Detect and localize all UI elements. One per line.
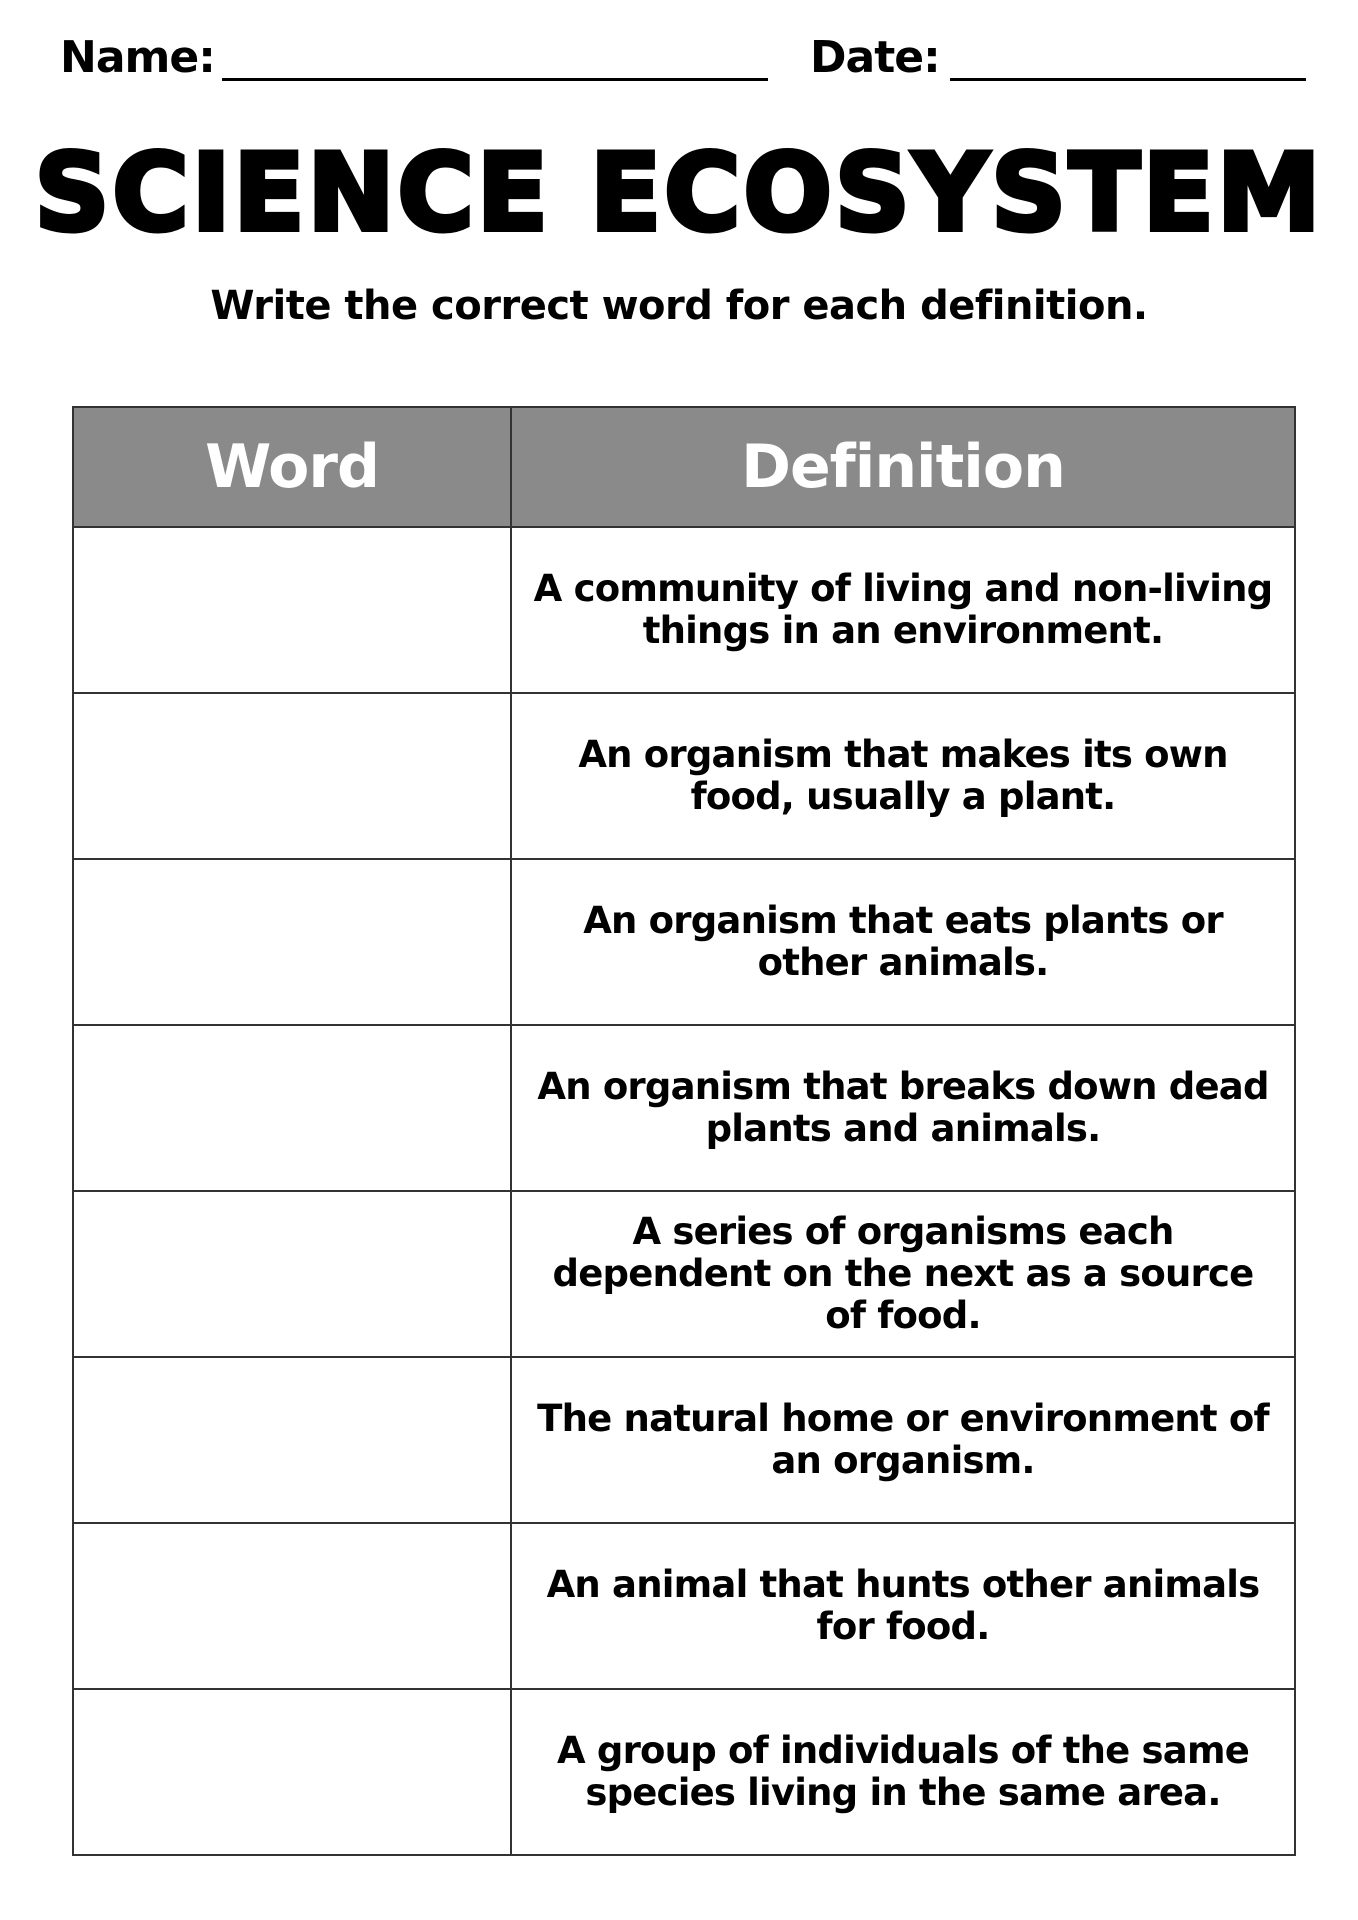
- answer-cell-5[interactable]: [73, 1191, 511, 1357]
- definition-text-7: An animal that hunts other animals for food.: [546, 1563, 1260, 1648]
- date-field-line[interactable]: [950, 78, 1306, 81]
- table-row: [73, 527, 1295, 693]
- table-row: [73, 1025, 1295, 1191]
- definition-text-6: The natural home or environment of an organism.: [537, 1397, 1269, 1482]
- answer-cell-7[interactable]: [73, 1523, 511, 1689]
- definition-cell-1: [511, 527, 1295, 693]
- definition-cell-6: [511, 1357, 1295, 1523]
- definition-text-2: An organism that makes its own food, usually a plant.: [578, 733, 1228, 818]
- page-title: SCIENCE ECOSYSTEM: [34, 130, 1324, 256]
- table-row: [73, 859, 1295, 1025]
- definition-cell-2: [511, 693, 1295, 859]
- answer-cell-1[interactable]: [73, 527, 511, 693]
- table-row: [73, 1523, 1295, 1689]
- definition-text-5: A series of organisms each dependent on the next as a source of food.: [552, 1210, 1254, 1337]
- name-label: Name:: [60, 32, 215, 83]
- definition-text-1: A community of living and non-living things in an environment.: [533, 567, 1273, 652]
- table-row: [73, 1191, 1295, 1357]
- answer-cell-6[interactable]: [73, 1357, 511, 1523]
- definition-cell-5: [511, 1191, 1295, 1357]
- table-row: [73, 1357, 1295, 1523]
- table-row: [73, 693, 1295, 859]
- definition-text-8: A group of individuals of the same species living in the same area.: [557, 1729, 1249, 1814]
- definition-text-4: An organism that breaks down dead plants and animals.: [537, 1065, 1269, 1150]
- instructions-text: Write the correct word for each definition.: [210, 283, 1148, 329]
- answer-cell-2[interactable]: [73, 693, 511, 859]
- column-header-definition: Definition: [511, 407, 1295, 527]
- definition-cell-8: [511, 1689, 1295, 1855]
- definition-text-3: An organism that eats plants or other animals.: [583, 899, 1223, 984]
- table-header-row: [73, 407, 1295, 527]
- name-date-header: [60, 28, 1310, 88]
- definition-cell-4: [511, 1025, 1295, 1191]
- definition-cell-7: [511, 1523, 1295, 1689]
- table-row: [73, 1689, 1295, 1855]
- name-field-line[interactable]: [222, 78, 768, 81]
- word-definition-table: [72, 406, 1296, 1856]
- answer-cell-3[interactable]: [73, 859, 511, 1025]
- definition-cell-3: [511, 859, 1295, 1025]
- answer-cell-4[interactable]: [73, 1025, 511, 1191]
- date-label: Date:: [810, 32, 940, 83]
- answer-cell-8[interactable]: [73, 1689, 511, 1855]
- column-header-word: Word: [73, 407, 511, 527]
